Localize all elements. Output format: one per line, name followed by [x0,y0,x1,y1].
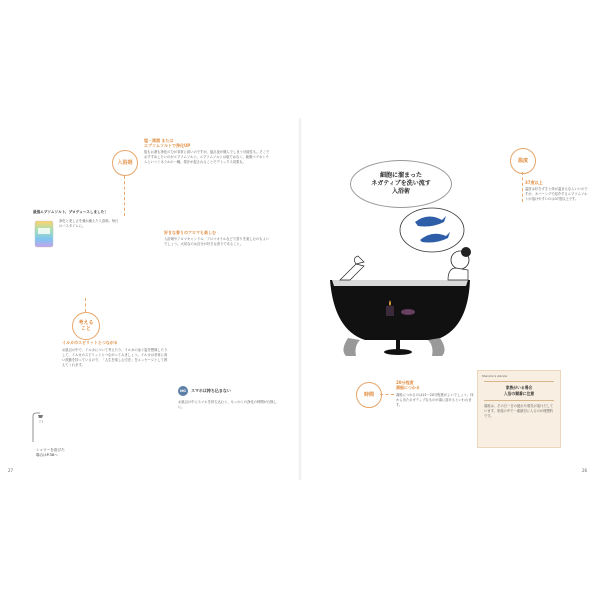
product-box [33,210,123,249]
advice-title-2: 入浴の順番に注意 [503,391,535,396]
ng-section [178,386,278,410]
aroma-title: 好きな香りのアロマも楽しむ [164,230,216,235]
bathtub-illustration [320,200,520,360]
product-body-text: 浄化と美しさを兼ね備えた入浴剤。毎日のバスタイムに。 [59,219,119,228]
shower-note [36,448,65,458]
temperature-badge [510,148,536,174]
left-page-number: 27 [8,468,14,473]
time-subhead-1: 20分程度 [396,380,414,385]
dashed-connector [85,298,86,312]
ng-title: スマホは持ち込まない [191,388,231,393]
advice-title-box [484,381,554,401]
headline-line-3: 入浴術 [391,188,410,195]
time-subhead-2: 湯船につかる [396,385,420,390]
left-page [0,118,300,480]
think-badge-label-1: 考える [78,320,94,326]
think-body-text: お風呂の中で、イルカについて考えたり、イルカの泳ぐ姿を想像したりして、イルカのスピリットとつながってみましょう。イルカは非常に高い波動を持っているので、「人生を楽しむ方法」をメッセージとして教えてくれます。 [62,348,168,367]
advice-title-1: 家族がいる場合 [505,385,533,390]
dashed-connector [522,172,523,202]
think-subhead: イルカのスピリットとつながる [62,340,118,345]
ng-body-text: お風呂の中にスマホを持ち込むと、せっかくの浄化の時間が台無しに。 [178,400,277,409]
shower-note-line-2: 場合はP.38へ [36,453,58,457]
advice-body-text: 湯船は、その日一日の疲れや邪気が溶けだしています。家族の中で一番最初に入るのが理想的です。 [484,404,554,418]
bath-additive-badge [112,150,138,176]
bath-additive-badge-label: 入浴剤 [117,160,133,166]
shower-icon [30,412,44,442]
product-bag-image [33,219,55,249]
time-body-text: 湯船につかるのは15〜20分程度がよいでしょう。体から出たネガティブなものが湯に溶けるといわれます。 [396,393,474,407]
bathing-woman [340,247,471,280]
aroma-section [164,230,272,247]
aroma-body-text: 入浴剤やアロマキャンドル、アロマオイルなどで香りを楽しむのもよいでしょう。大切なのは自分が好きな香りであること。 [164,237,270,246]
bath-subhead-2: エプソムソルトで浄化UP [144,143,191,148]
headline-line-1: 細胞に溜まった [379,172,422,179]
think-badge-label-2: こと [80,326,91,332]
right-page-number: 26 [582,468,588,473]
time-badge [356,382,382,408]
bath-body-text: 塩もお酒も浄化の力が非常に高いのですが、風呂釜が傷んでしまう可能性も。そこでおすすめしたいのがエプソムソルト。エプソムソルトは塩ではなく、硫酸マグネシウムというミネラルの一種。発汗が促されることでデトックス効果も。 [144,150,270,164]
dashed-connector [124,176,125,216]
shower-note-line-1: シャワーを浴びた [36,448,65,452]
temperature-body-text: 温度は好きずきと体が温まるならいいのですが、カバーングで紹介するエプソムソルトが溶けやすいのは37度以上です。 [525,187,588,201]
ng-badge: NG [178,386,188,396]
think-section [62,340,170,368]
temperature-subhead: 37度以上 [525,180,543,185]
advice-header: Mamiko's Advice [482,374,508,378]
bath-subhead-1: 塩・清酒 または [144,138,174,143]
headline-line-2: ネガティブを洗い流す [371,180,431,187]
dashed-connector [380,394,394,395]
temperature-badge-label: 温度 [517,158,528,164]
time-section [396,380,476,408]
temperature-section [525,180,589,202]
time-badge-label: 時間 [363,392,374,398]
advice-box [477,370,561,448]
product-caption: 最強エプソムソルト、プロデュースしました！ [33,210,108,214]
think-badge [72,312,100,340]
bath-section [144,138,272,165]
